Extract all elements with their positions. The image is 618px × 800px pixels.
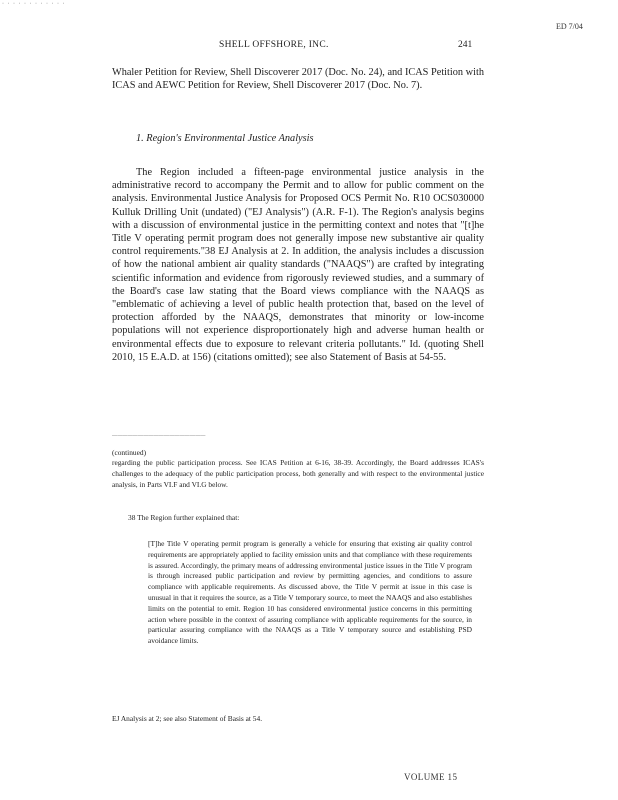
footnote-38-intro: 38 The Region further explained that: — [128, 513, 240, 522]
section-heading: 1. Region's Environmental Justice Analysis — [136, 133, 314, 144]
footnote-38-block-quote: [T]he Title V operating permit program is generally a vehicle for ensuring that existing air quality control requirements are appropriately applied to facility emission units and that compliance with these requirements is assured. Accordingly, the primary means of addressing environmental justice issues in the Title V program is through increased public participation and review by permitting agencies, and conditions to assure compliance with applicable requirements. As discussed above, the Title V permit at issue in this case is unusual in that it requires the source, as a Title V temporary source, to meet the NAAQS and also establishes limits on the potential to emit. Region 10 has considered environmental justice concerns in this permitting action where possible in the context of assuring compliance with applicable requirements for the source, in particular assuring compliance with the NAAQS as a Title V temporary source and establishing PSD avoidance limits. — [148, 539, 472, 646]
footnote-continued-text: regarding the public participation process. See ICAS Petition at 6-16, 38-39. Accordingly, the Board addresses ICAS's challenges to the adequacy of the public participation process, both generally and with respect to the environmental justice analysis, in Parts VI.F and VI.G below. — [112, 458, 484, 489]
running-header — [0, 40, 618, 54]
footnote-38-citation: EJ Analysis at 2; see also Statement of Basis at 54. — [112, 714, 263, 723]
stamp-label: ED 7/04 — [556, 22, 583, 31]
paragraph-2: The Region included a fifteen-page environmental justice analysis in the administrative record to accompany the Permit and to allow for public comment on the analysis. Environmental Justice Analysis for Proposed OCS Permit No. R10 OCS030000 Kulluk Drilling Unit (undated) ("EJ Analysis") (A.R. F-1). The Region's analysis begins with a discussion of environmental justice in the permitting context and notes that "[t]he Title V operating permit program does not generally impose new substantive air quality control requirements."38 EJ Analysis at 2. In addition, the analysis includes a discussion of how the national ambient air quality standards ("NAAQS") are crafted by integrating scientific information and evidence from rigorously reviewed studies, and a summary of the Board's case law stating that the Board views compliance with the NAAQS as "emblematic of achieving a level of public health protection that, based on the level of protection afforded by the NAAQS, demonstrates that minority or low-income populations will not experience disproportionately high and adverse human health or environmental effects due to exposure to relevant criteria pollutants." Id. (quoting Shell 2010, 15 E.A.D. at 156) (citations omitted); see also Statement of Basis at 54-55. — [112, 167, 484, 363]
footnote-separator: —————————————————— — [112, 434, 206, 439]
running-title: SHELL OFFSHORE, INC. — [219, 40, 329, 50]
paragraph-1: Whaler Petition for Review, Shell Discoverer 2017 (Doc. No. 24), and ICAS Petition with ICAS and AEWC Petition for Review, Shell Discoverer 2017 (Doc. No. 7). — [112, 67, 484, 92]
volume-label: VOLUME 15 — [404, 772, 458, 782]
corner-marks: · · · · · · · · · · · · — [2, 1, 66, 7]
page-number: 241 — [458, 40, 473, 50]
footnote-continued-label: (continued) — [112, 448, 147, 457]
